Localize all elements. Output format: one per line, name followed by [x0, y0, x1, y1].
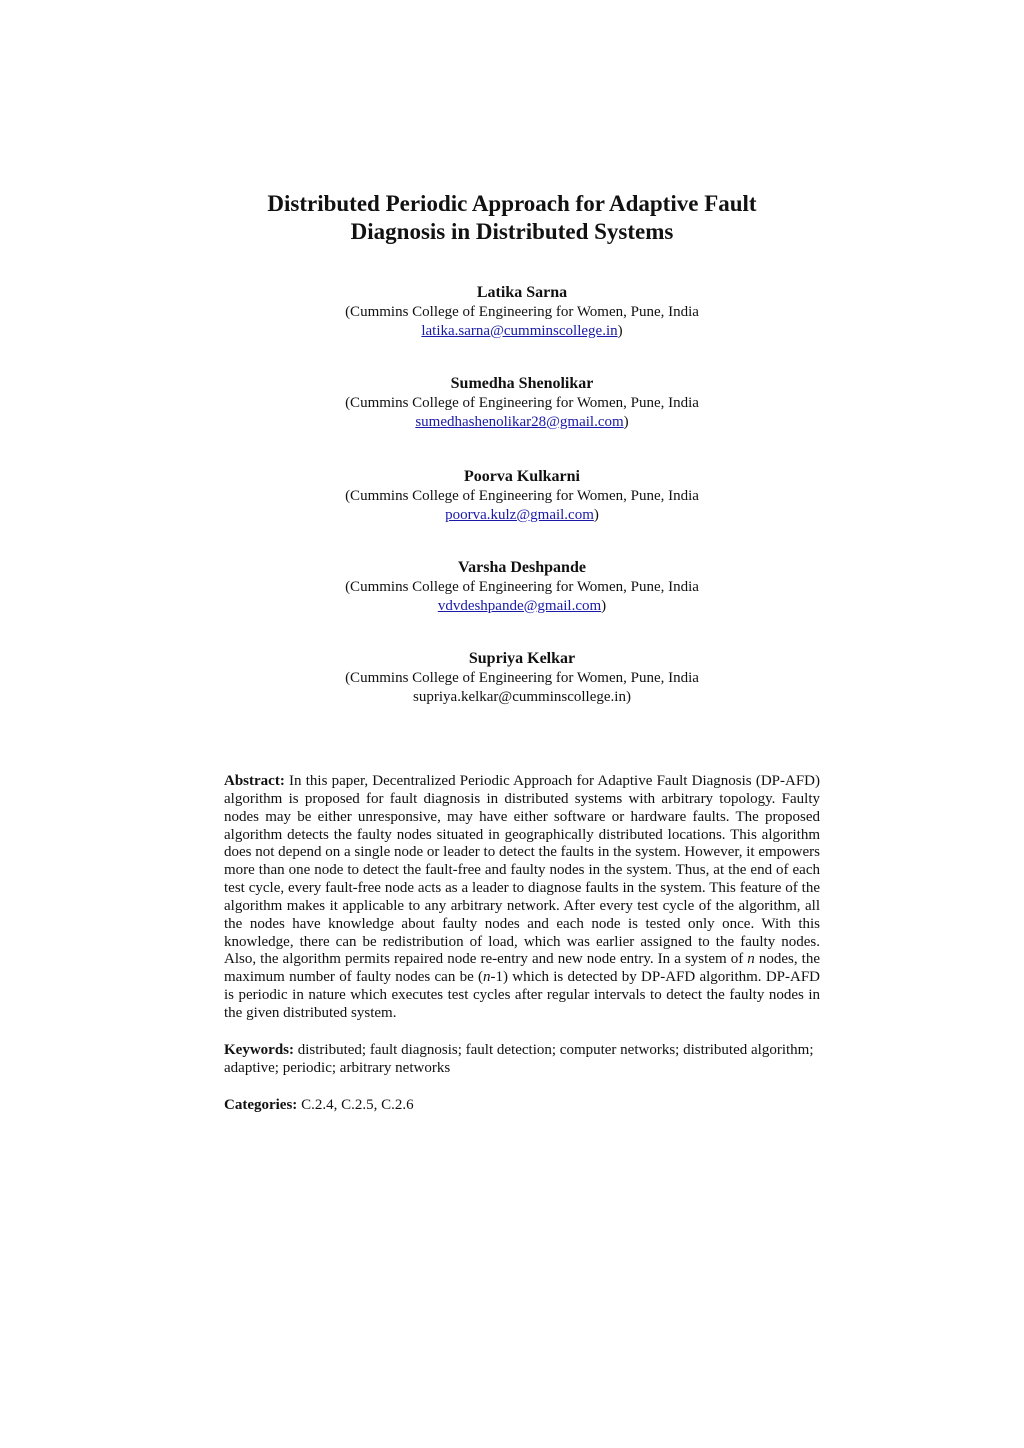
abstract-text-2: nodes, the maximum number of faulty nodes can be (: [224, 951, 820, 986]
categories-label: Categories:: [224, 1097, 298, 1113]
author-email-link[interactable]: sumedhashenolikar28@gmail.com: [415, 413, 624, 430]
author-affiliation: (Cummins College of Engineering for Women, Pune, India: [345, 395, 699, 411]
abstract-text-1: In this paper, Decentralized Periodic Approach for Adaptive Fault Diagnosis (DP-AFD) algorithm is proposed for fault diagnosis in distributed systems with arbitrary topology. Faulty nodes may be either unresponsive, may have either software or hardware faults. The proposed algorithm detects the faulty nodes situated in geographically distributed locations. This algorithm does not depend on a single node or leader to detect the faults in the system. However, it empowers more than one node to detect the fault-free and faulty nodes in the system. Thus, at the end of each test cycle, every fault-free node acts as a leader to diagnose faults in the system. This feature of the algorithm makes it applicable to any arbitrary network. After every test cycle of the algorithm, all the nodes have knowledge about faulty nodes and each node is tested only once. With this knowledge, there can be redistribution of load, which was earlier assigned to the faulty nodes. Also, the algorithm permits repaired node re-entry and new node entry. In a system of: [224, 773, 820, 968]
author-affiliation: (Cummins College of Engineering for Women, Pune, India: [345, 579, 699, 595]
email-closing-paren: ): [617, 322, 623, 339]
author-name: Supriya Kelkar: [468, 650, 576, 667]
author-email-line: [230, 413, 814, 432]
author-name: Sumedha Shenolikar: [450, 375, 594, 392]
author-email-line: [230, 597, 814, 616]
abstract-paragraph: [224, 773, 820, 1023]
author-email-link[interactable]: latika.sarna@cumminscollege.in: [421, 322, 618, 339]
author-name: Latika Sarna: [476, 284, 568, 301]
categories-paragraph: [224, 1096, 820, 1114]
abstract-italic-n: n: [483, 969, 491, 986]
author-block-5: [230, 649, 814, 706]
paper-title: [180, 190, 844, 246]
author-name: Varsha Deshpande: [458, 559, 586, 576]
keywords-paragraph: [224, 1041, 820, 1077]
keywords-text: distributed; fault diagnosis; fault detection; computer networks; distributed algorithm; adaptive; periodic; arbitrary networks: [224, 1042, 814, 1076]
author-block-1: [230, 283, 814, 340]
email-closing-paren: ): [623, 413, 629, 430]
author-email-link[interactable]: vdvdeshpande@gmail.com: [437, 597, 602, 614]
keywords-label: Keywords:: [224, 1042, 294, 1058]
abstract-italic-n: n: [747, 951, 755, 968]
abstract-label: Abstract:: [224, 773, 285, 789]
author-block-3: [230, 467, 814, 524]
author-email-line: [230, 322, 814, 341]
paper-title-line-2: Diagnosis in Distributed Systems: [350, 219, 674, 244]
email-closing-paren: ): [593, 506, 599, 523]
abstract-text-3: -1) which is detected by DP-AFD algorithm. DP-AFD is periodic in nature which executes test cycles after regular intervals to detect the faulty nodes in the given distributed system.: [224, 969, 820, 1021]
author-name: Poorva Kulkarni: [463, 468, 580, 485]
author-affiliation: (Cummins College of Engineering for Women, Pune, India: [345, 488, 699, 504]
email-closing-paren: ): [601, 597, 607, 614]
author-affiliation: (Cummins College of Engineering for Women, Pune, India: [345, 670, 699, 686]
author-affiliation: (Cummins College of Engineering for Women, Pune, India: [345, 304, 699, 320]
author-email-text: supriya.kelkar@cumminscollege.in): [413, 688, 631, 705]
author-block-2: [230, 374, 814, 431]
author-email-link[interactable]: poorva.kulz@gmail.com: [445, 506, 594, 523]
author-email-line: [230, 506, 814, 525]
author-block-4: [230, 558, 814, 615]
categories-text: C.2.4, C.2.5, C.2.6: [297, 1097, 414, 1113]
paper-title-line-1: Distributed Periodic Approach for Adaptive Fault: [267, 191, 757, 216]
